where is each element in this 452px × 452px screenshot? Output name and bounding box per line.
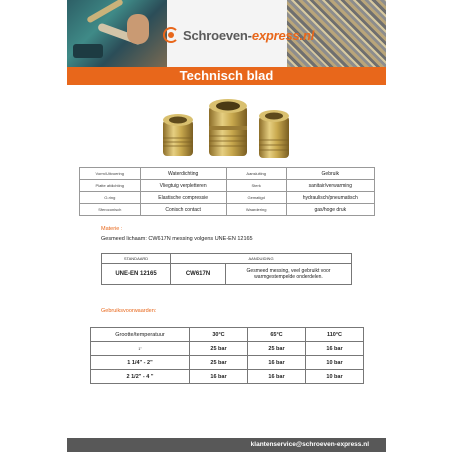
- pressure-cell: 16 bar: [248, 370, 306, 384]
- technical-sheet: [67, 0, 386, 452]
- spec-cell: Vorm/Uitvoering: [80, 168, 141, 180]
- pressure-cell: 25 bar: [190, 356, 248, 370]
- table-row: [102, 264, 352, 285]
- spec-cell: Gematigd: [226, 192, 286, 204]
- brand-main: Schroeven-: [183, 27, 252, 43]
- table-row: [80, 192, 375, 204]
- table-row: [91, 356, 364, 370]
- page-title: Technisch blad: [179, 68, 274, 83]
- title-bar: [67, 67, 386, 85]
- footer-bar: [67, 438, 386, 452]
- spec-cell: hydraulisch/pneumatisch: [286, 192, 374, 204]
- temp-header: 110°C: [306, 328, 364, 342]
- table-row: [80, 168, 375, 180]
- size-temp-header: Grootte/temperatuur: [91, 328, 190, 342]
- product-photo: [147, 96, 307, 168]
- pressure-table: [90, 327, 364, 384]
- pressure-cell: 16 bar: [248, 356, 306, 370]
- standard-header: STANDAARD: [102, 254, 171, 264]
- spec-cell: Sterk: [226, 180, 286, 192]
- spec-cell: sanitair/verwarming: [286, 180, 374, 192]
- brand-accent: express.nl: [251, 27, 315, 43]
- fitting-right: [259, 110, 289, 158]
- table-row: [91, 342, 364, 356]
- footer-email-link[interactable]: klantenservice@schroeven-express.nl: [250, 441, 369, 448]
- spec-cell: Conisch contact: [140, 204, 226, 216]
- spec-cell: Vliegtuig verpletteren: [140, 180, 226, 192]
- conditions-label: Gebruiksvoorwaarden:: [101, 308, 157, 314]
- size-cell: 1": [91, 342, 190, 356]
- spec-cell: Platte afdichting: [80, 180, 141, 192]
- logo-icon: [163, 27, 179, 43]
- standard-code: CW617N: [171, 264, 226, 285]
- spec-cell: Waterdichting: [140, 168, 226, 180]
- fitting-left: [163, 114, 193, 156]
- material-text: Gesmeed lichaam: CW617N messing volgens UNE-EN 12165: [101, 236, 253, 242]
- size-cell: 1 1/4" - 2": [91, 356, 190, 370]
- material-label: Materie :: [101, 226, 123, 232]
- standard-description: Gesmeed messing, veel gebruikt voor warmgestempelde onderdelen.: [226, 264, 352, 285]
- temp-header: 30°C: [190, 328, 248, 342]
- standard-table: [101, 253, 352, 285]
- tools-photo: [67, 0, 167, 67]
- spec-cell: Aansluiting: [226, 168, 286, 180]
- brand-logo: [163, 26, 314, 44]
- designation-header: AANDUIDING: [171, 254, 352, 264]
- temp-header: 65°C: [248, 328, 306, 342]
- table-row: [80, 180, 375, 192]
- spec-cell: Elastische compressie: [140, 192, 226, 204]
- pressure-cell: 10 bar: [306, 370, 364, 384]
- spec-cell: O-ring: [80, 192, 141, 204]
- standard-norm: UNE-EN 12165: [102, 264, 171, 285]
- pressure-cell: 16 bar: [190, 370, 248, 384]
- table-row: [80, 204, 375, 216]
- spec-cell: Gebruik: [286, 168, 374, 180]
- pressure-cell: 25 bar: [190, 342, 248, 356]
- spec-cell: Waardering: [226, 204, 286, 216]
- table-row: [102, 254, 352, 264]
- pressure-cell: 25 bar: [248, 342, 306, 356]
- table-row: [91, 370, 364, 384]
- pressure-cell: 16 bar: [306, 342, 364, 356]
- fitting-middle: [209, 99, 247, 156]
- size-cell: 2 1/2" - 4 ": [91, 370, 190, 384]
- spec-cell: Sferoconisch: [80, 204, 141, 216]
- table-row: [91, 328, 364, 342]
- header-banner: [67, 0, 386, 67]
- pressure-cell: 10 bar: [306, 356, 364, 370]
- spec-table: [79, 167, 375, 216]
- spec-cell: gas/hoge druk: [286, 204, 374, 216]
